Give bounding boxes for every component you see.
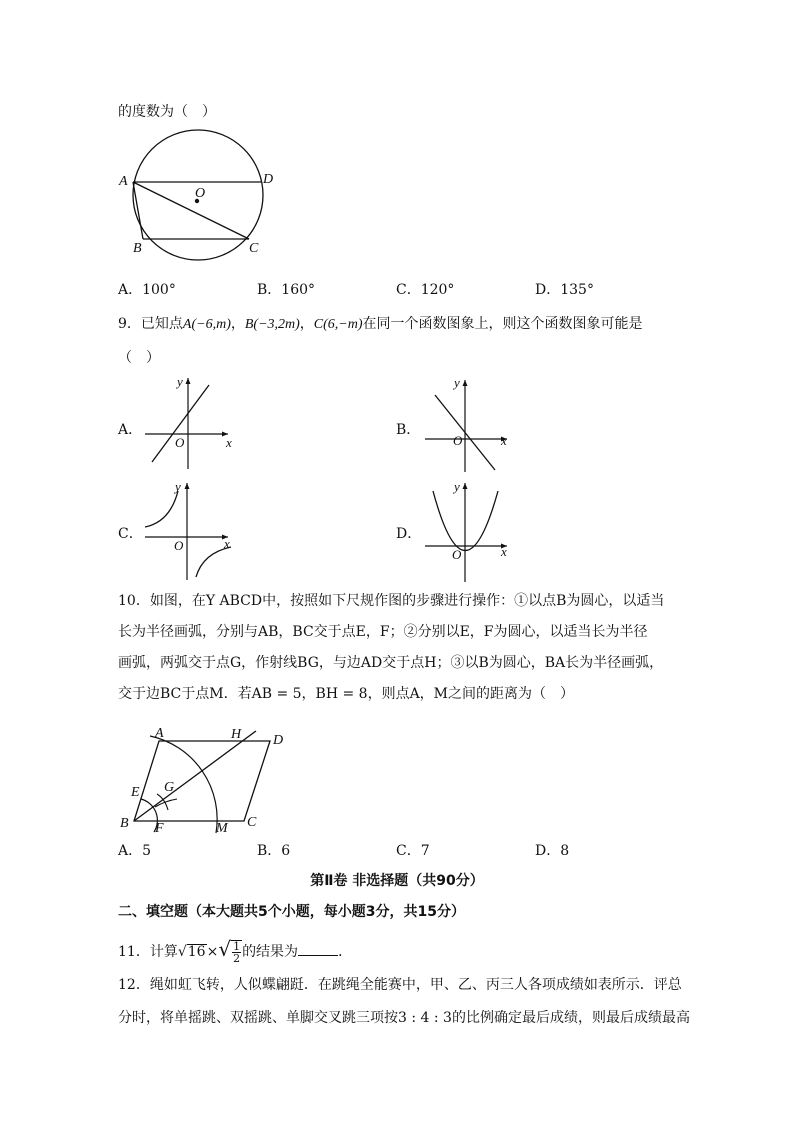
q12-stem-line1: 12．绳如虹飞转，人似蝶翩跹．在跳绳全能赛中，甲、乙、丙三人各项成绩如表所示．评总 xyxy=(118,977,682,993)
sqrt-fraction xyxy=(231,940,242,964)
ray-bg xyxy=(134,731,256,821)
q9-graph-d xyxy=(420,478,520,583)
label-h: H xyxy=(231,727,242,742)
q10-parallelogram-figure xyxy=(115,722,290,834)
sqrt-sign-1: √ xyxy=(177,944,187,960)
q8-option-a: A．100° xyxy=(118,282,176,298)
axis-x-label: x xyxy=(501,544,507,559)
answer-blank[interactable] xyxy=(298,941,338,956)
label-b: B xyxy=(120,816,129,831)
q10-stem-line2: 长为半径画弧，分别与AB，BC交于点E，F；②分别以E，F为圆心，以适当长为半径 xyxy=(118,624,648,640)
label-o: O xyxy=(195,186,206,201)
origin-label: O xyxy=(452,547,462,562)
y-axis-arrow xyxy=(463,380,468,386)
q9-suffix: 在同一个函数图象上，则这个函数图象可能是 xyxy=(362,316,643,332)
axis-y-label: y xyxy=(454,479,460,494)
q9-graph-b xyxy=(420,372,520,472)
q8-circle-figure xyxy=(110,130,280,260)
q10-option-d: D．8 xyxy=(535,843,570,859)
sqrt-radicand-1: 16 xyxy=(187,944,206,960)
axis-x-label: x xyxy=(224,536,230,551)
q9-point-c: C(6,−m) xyxy=(313,317,363,332)
origin-label: O xyxy=(174,538,184,553)
label-d: D xyxy=(273,733,284,748)
label-c: C xyxy=(249,241,259,256)
q9-graph-a xyxy=(140,372,240,472)
q9-stem-line2: （ ） xyxy=(118,350,160,366)
q9-option-c-label: C． xyxy=(118,526,143,542)
q9-prefix: 9．已知点 xyxy=(118,316,183,332)
axis-y-label: y xyxy=(175,479,181,494)
section-title: 第Ⅱ卷 非选择题（共90分） xyxy=(310,873,484,889)
label-a: A xyxy=(119,174,128,189)
q10-stem-line1: 10．如图，在Y ABCD中，按照如下尺规作图的步骤进行操作：①以点B为圆心，以适当 xyxy=(118,593,665,609)
sqrt-sign-2: √ xyxy=(218,937,232,961)
q10-option-a: A．5 xyxy=(118,843,152,859)
q9-option-d-label: D． xyxy=(396,526,422,542)
label-f: F xyxy=(155,821,164,836)
q9-sep-2: ， xyxy=(299,316,314,332)
q12-stem-line2: 分时，将单摇跳、双摇跳、单脚交叉跳三项按3 : 4 : 3的比例确定最后成绩，则最后成绩最高 xyxy=(118,1010,690,1026)
axis-x-label: x xyxy=(501,433,507,448)
y-axis-arrow xyxy=(463,483,468,489)
q10-stem-line3: 画弧，两弧交于点G，作射线BG，与边AD交于点H；③以B为圆心，BA长为半径画弧， xyxy=(118,655,664,671)
q8-option-d: D．135° xyxy=(535,282,594,298)
q8-option-c: C．120° xyxy=(396,282,455,298)
y-axis-arrow xyxy=(186,378,191,384)
label-b: B xyxy=(133,241,142,256)
label-e: E xyxy=(131,785,140,800)
hyperbola-branch-2 xyxy=(145,491,178,527)
label-g: G xyxy=(164,780,175,795)
q10-option-b: B．6 xyxy=(257,843,291,859)
times-sign: × xyxy=(206,944,219,960)
label-c: C xyxy=(247,815,257,830)
y-axis-arrow xyxy=(185,483,190,489)
label-m: M xyxy=(216,821,228,836)
section-heading: 二、填空题（本大题共5个小题，每小题3分，共15分） xyxy=(118,904,465,920)
axis-y-label: y xyxy=(177,374,183,389)
hyperbola-branch-4 xyxy=(196,547,231,577)
axis-x-label: x xyxy=(226,435,232,450)
q9-stem-line1 xyxy=(118,315,643,334)
q11-stem xyxy=(118,938,352,964)
q9-point-b: B(−3,2m) xyxy=(244,317,300,332)
label-d: D xyxy=(263,172,274,187)
chord-ac xyxy=(133,182,249,239)
axis-y-label: y xyxy=(454,375,460,390)
label-a: A xyxy=(155,726,164,741)
q11-prefix: 11．计算 xyxy=(118,944,178,960)
q10-option-c: C．7 xyxy=(396,843,430,859)
q11-suffix: 的结果为 xyxy=(242,944,299,960)
q9-point-a: A(−6,m) xyxy=(182,317,231,332)
origin-label: O xyxy=(453,433,463,448)
q8-stem-tail: 的度数为（ ） xyxy=(118,104,216,120)
fraction-denominator: 2 xyxy=(233,952,241,965)
origin-label: O xyxy=(175,435,185,450)
q9-sep-1: ， xyxy=(230,316,245,332)
fraction-numerator: 1 xyxy=(233,940,241,953)
q11-end: ． xyxy=(338,944,353,960)
q9-graph-c xyxy=(140,478,240,583)
q10-stem-line4: 交于边BC于点M．若AB = 5，BH = 8，则点A，M之间的距离为（ ） xyxy=(118,686,575,702)
q9-option-a-label: A． xyxy=(118,422,143,438)
q9-option-b-label: B． xyxy=(396,422,421,438)
line-graph xyxy=(152,385,209,462)
q8-option-b: B．160° xyxy=(257,282,316,298)
